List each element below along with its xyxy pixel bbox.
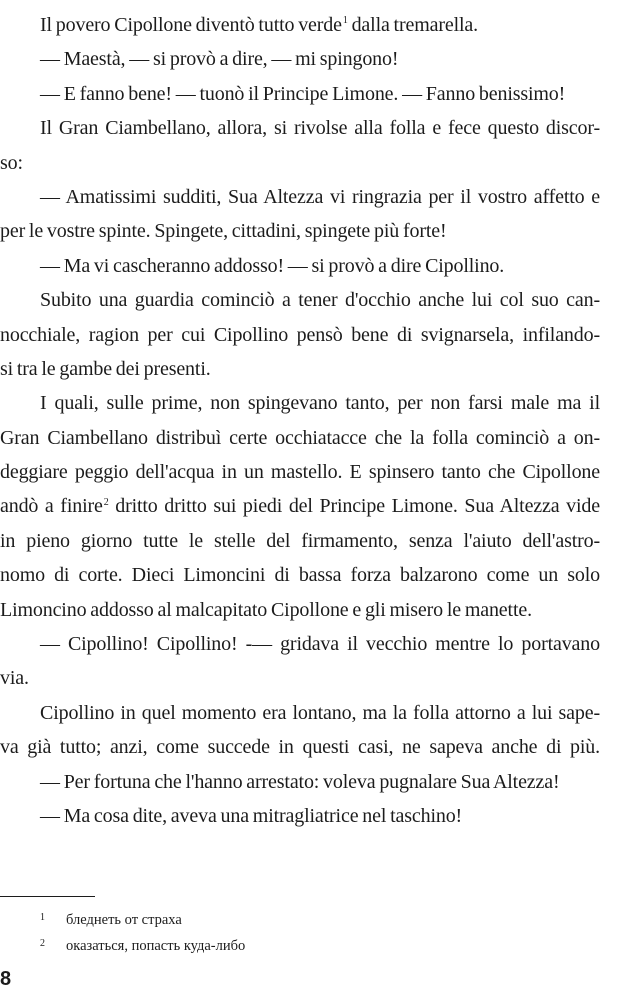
line-text: si tra le gambe dei presenti. — [0, 357, 211, 380]
footnote-item — [0, 932, 560, 958]
line-text: Gran Ciambellano distribuì certe occhiatacce che la folla cominciò a on- — [0, 426, 600, 449]
line-text: — Per fortuna che l'hanno arrestato: voleva pugnalare Sua Altezza! — [40, 770, 560, 793]
text-line — [40, 696, 600, 730]
text-line — [40, 765, 600, 799]
line-text: andò a finire — [0, 495, 103, 518]
text-line — [0, 146, 600, 180]
footnote-number: 1 — [40, 912, 45, 923]
text-line — [0, 558, 600, 592]
line-text: Il povero Cipollone diventò tutto verde — [40, 14, 342, 36]
footnotes — [0, 906, 560, 958]
text-line — [0, 421, 600, 455]
line-text-tail: dalla tremarella. — [347, 14, 478, 36]
footnote-text: оказаться, попасть куда-либо — [66, 938, 246, 954]
text-line — [0, 352, 600, 386]
line-text: — Maestà, — si provò a dire, — mi spingono! — [40, 48, 399, 71]
footnote-text: бледнеть от страха — [66, 912, 182, 928]
line-text: — Cipollino! Cipollino! -— gridava il vecchio mentre lo portavano — [40, 633, 600, 656]
line-text: via. — [0, 667, 29, 690]
footnote-ref[interactable]: 1 — [342, 15, 348, 27]
line-text-tail: dritto dritto sui piedi del Principe Limone. Sua Altezza vide — [108, 495, 600, 518]
footnote-divider — [0, 896, 95, 897]
line-text: nomo di corte. Dieci Limoncini di bassa forza balzarono come un solo — [0, 564, 600, 587]
text-line — [0, 489, 600, 523]
text-line — [0, 730, 600, 764]
footnote-ref[interactable]: 2 — [103, 496, 109, 508]
text-line — [40, 799, 600, 833]
text-line — [40, 8, 600, 42]
text-line — [0, 214, 600, 248]
text-line — [0, 318, 600, 352]
line-text: — Amatissimi sudditi, Sua Altezza vi ringrazia per il vostro affetto e — [40, 185, 600, 208]
text-line — [0, 455, 600, 489]
line-text: Subito una guardia cominciò a tener d'occhio anche lui col suo can- — [40, 289, 600, 312]
line-text: nocchiale, ragion per cui Cipollino pensò bene di svignarsela, infilando- — [0, 323, 600, 346]
line-text: — Ma vi cascheranno addosso! — si provò a dire Cipollino. — [40, 254, 505, 277]
line-text: I quali, sulle prime, non spingevano tanto, per non farsi male ma il — [40, 392, 600, 415]
line-text: — E fanno bene! — tuonò il Principe Limone. — Fanno benissimo! — [40, 82, 566, 105]
line-text: Limoncino addosso al malcapitato Cipollone e gli misero le manette. — [0, 598, 532, 621]
text-line — [40, 77, 600, 111]
text-line — [0, 524, 600, 558]
text-line — [40, 627, 600, 661]
book-page — [0, 8, 600, 833]
footnote-number: 2 — [40, 938, 45, 949]
line-text: deggiare peggio dell'acqua in un mastello. E spinsero tanto che Cipollone — [0, 461, 600, 484]
line-text: — Ma cosa dite, aveva una mitragliatrice nel taschino! — [40, 804, 463, 827]
text-line — [40, 180, 600, 214]
line-text: va già tutto; anzi, come succede in questi casi, ne sapeva anche di più. — [0, 736, 600, 759]
footnote-item — [0, 906, 560, 932]
page-number: 8 — [0, 968, 12, 990]
line-text: in pieno giorno tutte le stelle del firmamento, senza l'aiuto dell'astro- — [0, 529, 600, 552]
text-line — [40, 111, 600, 145]
line-text: per le vostre spinte. Spingete, cittadini, spingete più forte! — [0, 220, 447, 243]
line-text: Cipollino in quel momento era lontano, ma la folla attorno a lui sape- — [40, 701, 600, 724]
line-text: so: — [0, 151, 23, 174]
text-line — [40, 249, 600, 283]
line-text: Il Gran Ciambellano, allora, si rivolse alla folla e fece questo discor- — [40, 117, 600, 140]
text-line — [40, 283, 600, 317]
text-line — [40, 42, 600, 76]
text-line — [40, 386, 600, 420]
text-line — [0, 593, 600, 627]
text-line — [0, 661, 600, 695]
